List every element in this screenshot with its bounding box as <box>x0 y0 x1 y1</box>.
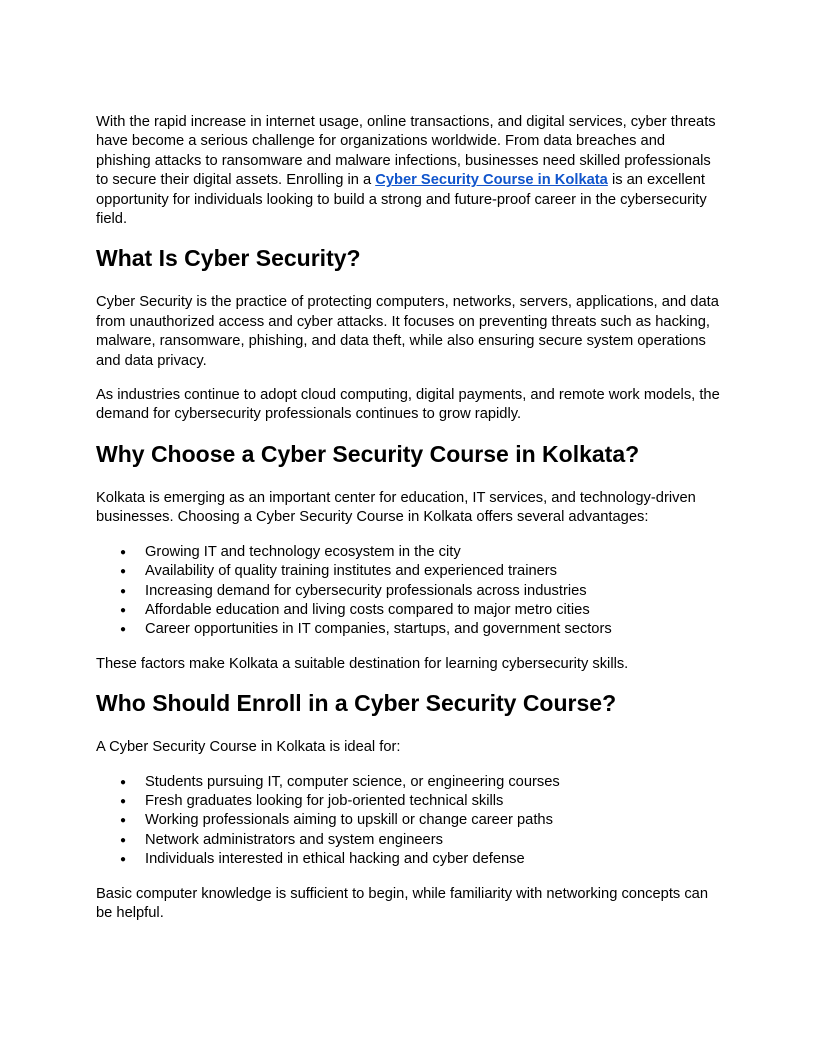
list-item-text: Fresh graduates looking for job-oriented technical skills <box>145 792 504 809</box>
bullet-icon: ● <box>120 546 127 558</box>
heading-why-choose-course: Why Choose a Cyber Security Course in Kolkata? <box>96 440 640 467</box>
bullet-icon: ● <box>120 815 127 827</box>
bullet-icon: ● <box>120 795 127 807</box>
list-item-text: Growing IT and technology ecosystem in the city <box>145 543 461 560</box>
bullet-icon: ● <box>120 776 127 788</box>
section-paragraph: As industries continue to adopt cloud computing, digital payments, and remote work models, the demand for cybersecurity professionals continues to grow rapidly. <box>96 387 720 423</box>
bullet-icon: ● <box>120 604 127 616</box>
bullet-icon: ● <box>120 854 127 866</box>
list-item <box>120 811 720 830</box>
bullet-icon: ● <box>120 566 127 578</box>
section-closing-paragraph: Basic computer knowledge is sufficient to begin, while familiarity with networking concepts can be helpful. <box>96 885 709 921</box>
ideal-for-list <box>96 773 720 870</box>
list-item-text: Increasing demand for cybersecurity professionals across industries <box>145 582 587 599</box>
list-item-text: Affordable education and living costs compared to major metro cities <box>145 601 590 618</box>
advantages-list <box>96 543 720 640</box>
heading-what-is-cyber-security: What Is Cyber Security? <box>96 245 361 272</box>
list-item <box>120 601 720 620</box>
section-paragraph: Cyber Security is the practice of protecting computers, networks, servers, applications, and data from unauthorized access and cyber attacks. It focuses on preventing threats such as hacking, malware, ransomware, phishing, and data theft, while also ensuring secure system operations and data privacy. <box>96 294 719 369</box>
intro-text-before-link: With the rapid increase in internet usage, online transactions, and digital services, cyber threats have become a serious challenge for organizations worldwide. From data breaches and phishing attacks to ransomware and malware infections, businesses need skilled professionals to secure their digital assets. Enrolling in a <box>96 114 716 189</box>
bullet-icon: ● <box>120 624 127 636</box>
cyber-security-course-link[interactable]: Cyber Security Course in Kolkata <box>375 172 608 189</box>
intro-paragraph <box>96 113 720 229</box>
list-item <box>120 543 720 562</box>
list-item <box>120 831 720 850</box>
list-item <box>120 850 720 869</box>
section-lead-paragraph: Kolkata is emerging as an important center for education, IT services, and technology-driven businesses. Choosing a Cyber Security Course in Kolkata offers several advantages: <box>96 489 696 526</box>
bullet-icon: ● <box>120 834 127 846</box>
list-item-text: Availability of quality training institutes and experienced trainers <box>145 563 558 580</box>
list-item-text: Network administrators and system engineers <box>145 831 443 848</box>
list-item-text: Career opportunities in IT companies, startups, and government sectors <box>145 621 612 638</box>
section-lead-paragraph: A Cyber Security Course in Kolkata is ideal for: <box>96 739 401 756</box>
list-item <box>120 792 720 811</box>
list-item <box>120 582 720 601</box>
list-item-text: Individuals interested in ethical hacking and cyber defense <box>145 851 525 868</box>
list-item-text: Working professionals aiming to upskill or change career paths <box>145 812 553 829</box>
list-item <box>120 562 720 581</box>
heading-who-should-enroll: Who Should Enroll in a Cyber Security Course? <box>96 690 617 717</box>
list-item-text: Students pursuing IT, computer science, or engineering courses <box>145 773 560 790</box>
intro-text-after-link: is an excellent opportunity for individuals looking to build a strong and future-proof career in the cybersecurity field. <box>96 172 707 228</box>
list-item <box>120 620 720 639</box>
bullet-icon: ● <box>120 585 127 597</box>
section-closing-paragraph: These factors make Kolkata a suitable destination for learning cybersecurity skills. <box>96 655 629 672</box>
list-item <box>120 773 720 792</box>
